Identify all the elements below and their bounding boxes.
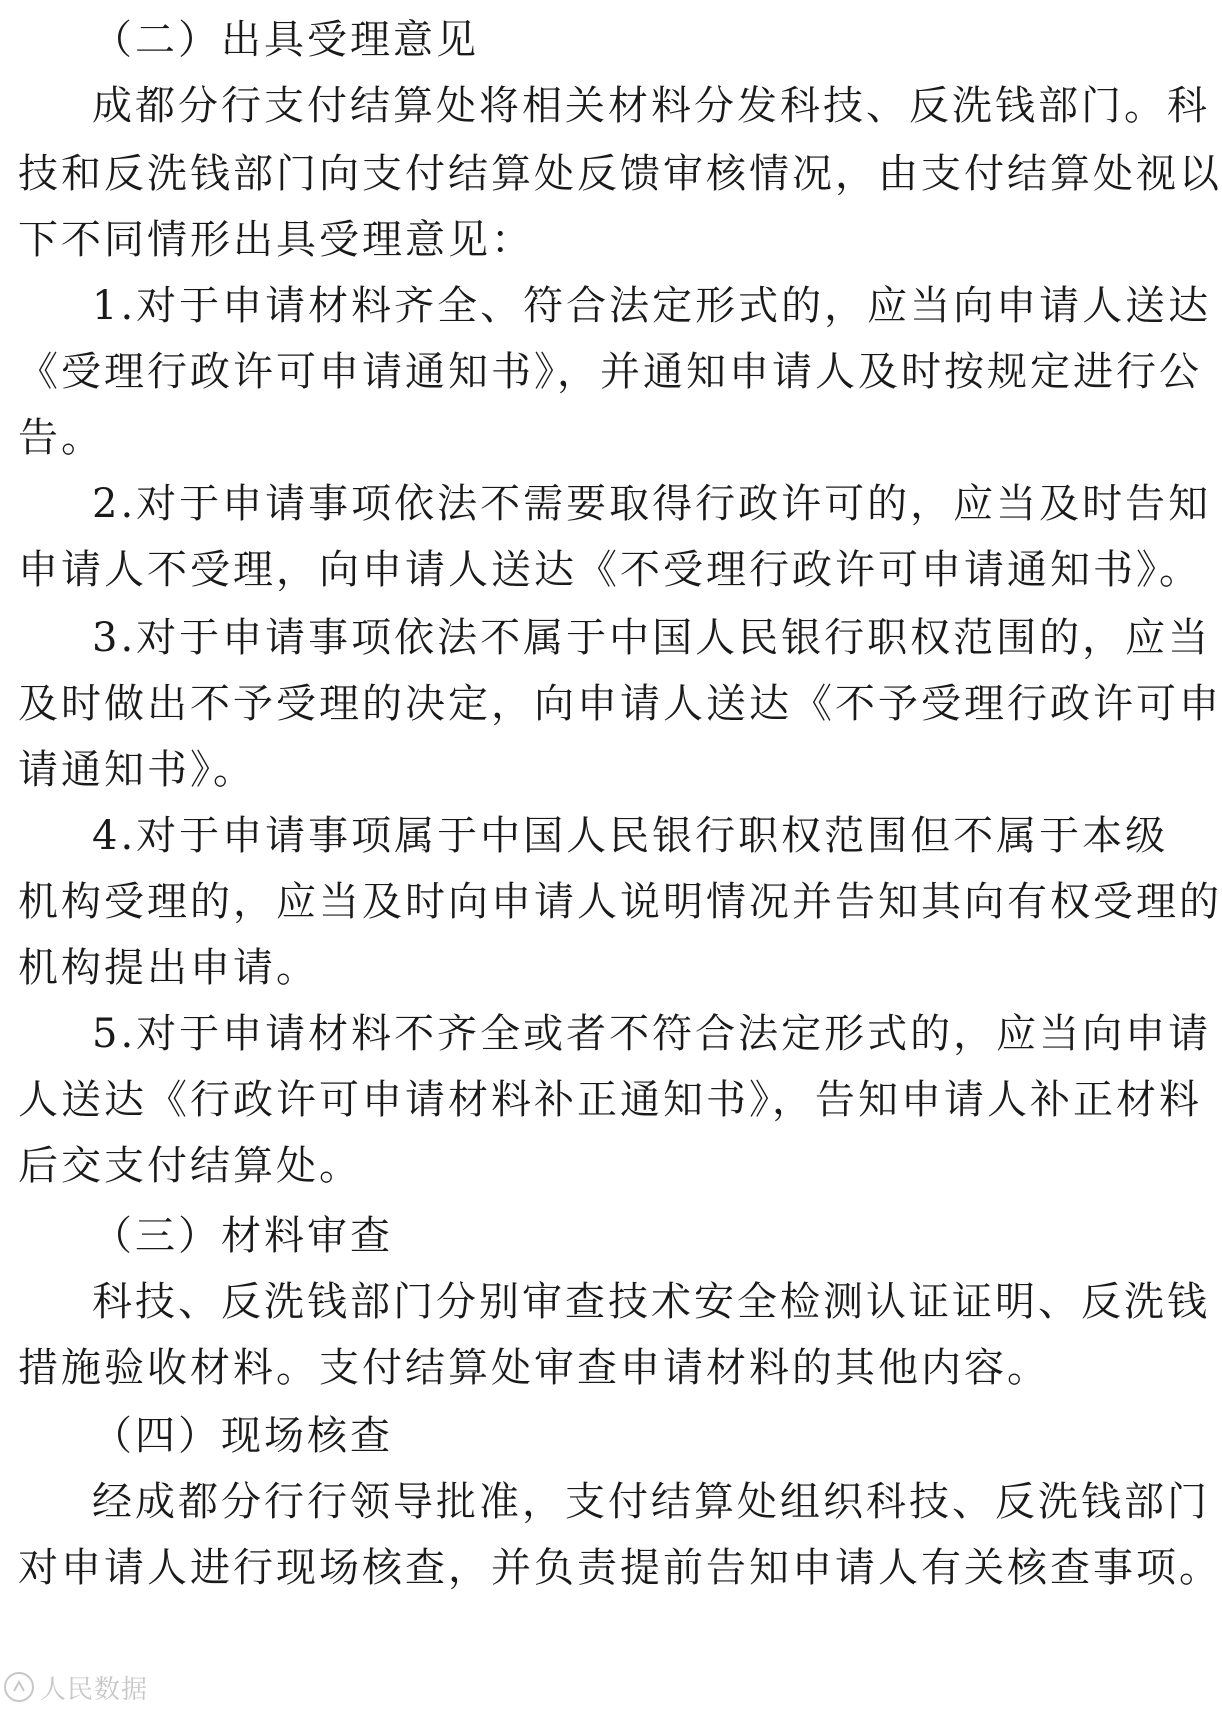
list-item-line: 人送达《行政许可申请材料补正通知书》，告知申请人补正材料 [18, 1077, 1202, 1123]
list-item-line: 机构提出申请。 [18, 945, 319, 991]
list-item-line: 及时做出不予受理的决定，向申请人送达《不予受理行政许可申 [18, 681, 1222, 727]
list-item-line: 1.对于申请材料齐全、符合法定形式的，应当向申请人送达 [92, 283, 1212, 329]
paragraph-line: 经成都分行行领导批准，支付结算处组织科技、反洗钱部门 [92, 1479, 1210, 1525]
paragraph-line: 技和反洗钱部门向支付结算处反馈审核情况，由支付结算处视以 [18, 151, 1222, 197]
paragraph-line: 下不同情形出具受理意见： [18, 217, 534, 263]
list-item-line: 请通知书》。 [18, 747, 256, 793]
list-item-line: 2.对于申请事项依法不需要取得行政许可的，应当及时告知 [92, 481, 1212, 527]
paragraph-line: 对申请人进行现场核查，并负责提前告知申请人有关核查事项。 [18, 1545, 1222, 1591]
paragraph-line: 成都分行支付结算处将相关材料分发科技、反洗钱部门。科 [92, 83, 1210, 129]
watermark-logo-icon [4, 1672, 34, 1702]
list-item-line: 5.对于申请材料不齐全或者不符合法定形式的，应当向申请 [92, 1011, 1212, 1057]
list-item-line: 告。 [18, 415, 104, 461]
list-item-line: 机构受理的，应当及时向申请人说明情况并告知其向有权受理的 [18, 879, 1222, 925]
list-item-line: 后交支付结算处。 [18, 1143, 362, 1189]
section-heading-4: （四）现场核查 [92, 1413, 393, 1459]
section-heading-2: （二）出具受理意见 [92, 17, 479, 63]
list-item-line: 3.对于申请事项依法不属于中国人民银行职权范围的，应当 [92, 615, 1212, 661]
paragraph-line: 措施验收材料。支付结算处审查申请材料的其他内容。 [18, 1345, 1050, 1391]
watermark-text: 人民数据 [40, 1674, 149, 1705]
watermark [4, 1668, 148, 1706]
list-item-line: 4.对于申请事项属于中国人民银行职权范围但不属于本级 [92, 813, 1169, 859]
paragraph-line: 科技、反洗钱部门分别审查技术安全检测认证证明、反洗钱 [92, 1279, 1210, 1325]
section-heading-3: （三）材料审查 [92, 1213, 393, 1259]
list-item-line: 申请人不受理，向申请人送达《不受理行政许可申请通知书》。 [18, 547, 1202, 593]
list-item-line: 《受理行政许可申请通知书》，并通知申请人及时按规定进行公 [18, 349, 1202, 395]
